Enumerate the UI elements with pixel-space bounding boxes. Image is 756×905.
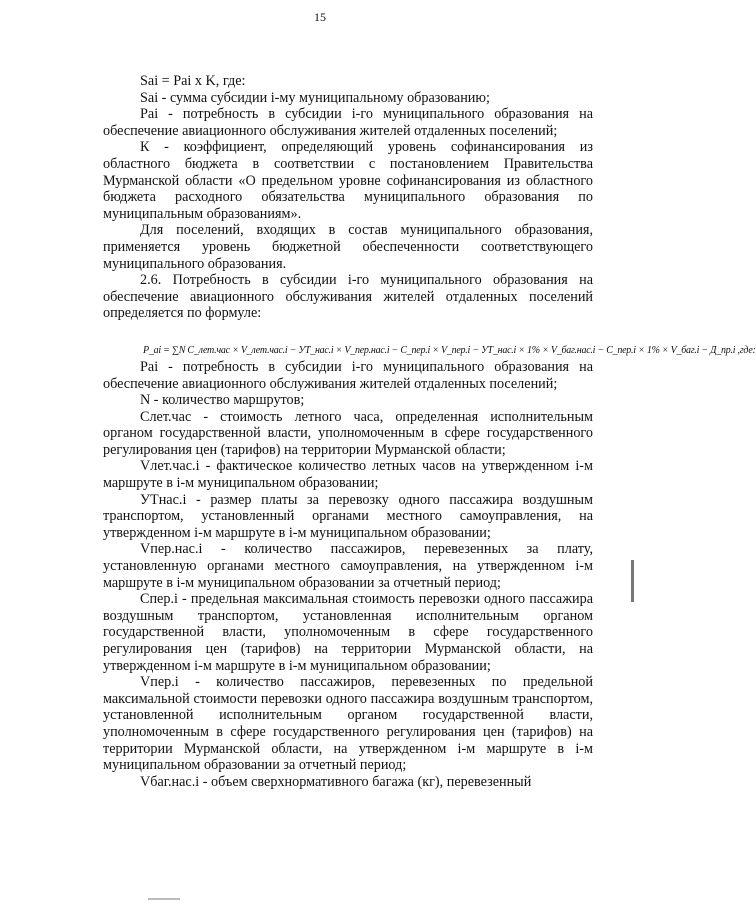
definition-v-per-nas: Vпер.нас.i - количество пассажиров, перевезенных за плату, установленную органами местного самоуправления, на утвержденном i-м маршруте в i-м муниципальном образовании за отчетный период;	[103, 541, 593, 591]
definition-c-let-chas: Слет.час - стоимость летного часа, определенная исполнительным органом государственной власти, уполномоченным в сфере государственного регулирования цен (тарифов) на территории Мурманской области;	[103, 408, 593, 458]
section-2-6: 2.6. Потребность в субсидии i-го муниципального образования на обеспечение авиационного обслуживания жителей отдаленных поселений определяется по формуле:	[103, 272, 593, 322]
definition-pai: Pai - потребность в субсидии i-го муниципального образования на обеспечение авиационного обслуживания жителей отдаленных поселений;	[103, 106, 593, 139]
formula-subsidy-definition: Sai = Pai x K, где:	[140, 73, 246, 89]
definition-pai-2: Pai - потребность в субсидии i-го муниципального образования на обеспечение авиационного обслуживания жителей отдаленных поселений;	[103, 358, 593, 392]
definition-v-let-chas: Vлет.час.i - фактическое количество летных часов на утвержденном i-м маршруте в i-м муниципальном образовании;	[103, 458, 593, 492]
paragraph-settlements: Для поселений, входящих в состав муниципального образования, применяется уровень бюджетной обеспеченности соответствующего муниципального образования.	[103, 222, 593, 272]
definition-sai: Sai - сумма субсидии i-му муниципальному образованию;	[140, 89, 490, 106]
definition-v-per: Vпер.i - количество пассажиров, перевезенных по предельной максимальной стоимости перевозки одного пассажира воздушным транспортом, установленной исполнительным органом государственной власти, уполномоченным в сфере государственного регулирования цен (тарифов) на территории Мурманской области, на утвержденном i-м маршруте в i-м муниципальном образовании за отчетный период;	[103, 674, 593, 774]
document-body	[103, 73, 756, 790]
definition-k: К - коэффициент, определяющий уровень софинансирования из областного бюджета в соответствии с постановлением Правительства Мурманской области «О предельном уровне софинансирования из областного бюджета расходного обязательства муниципального образования по муниципальным образованиям».	[103, 139, 593, 222]
scan-edge-mark	[631, 560, 634, 602]
definition-n: N - количество маршрутов;	[140, 392, 305, 409]
scan-footer-mark	[148, 898, 180, 900]
definition-c-per: Спер.i - предельная максимальная стоимость перевозки одного пассажира воздушным транспортом, установленная исполнительным органом государственной власти, уполномоченным в сфере государственного регулирования цен (тарифов) на территории Мурманской области, на утвержденном i-м маршруте в i-м муниципальном образовании;	[103, 591, 593, 674]
page-number: 15	[314, 10, 326, 24]
formula-pai: P_ai = ∑N C_лет.час × V_лет.час.i − УТ_нас.i × V_пер.нас.i − C_пер.i × V_пер.i − УТ_нас.i × 1% × V_баг.нас.i − C_пер.i × 1% × V_баг.i − Д_пр.i ,где:	[143, 344, 756, 356]
definition-ut-nas: УТнас.i - размер платы за перевозку одного пассажира воздушным транспортом, установленный органами местного самоуправления, на утвержденном i-м маршруте в i-м муниципальном образовании;	[103, 491, 593, 541]
definition-v-bag-nas: Vбаг.нас.i - объем сверхнормативного багажа (кг), перевезенный	[140, 773, 532, 790]
